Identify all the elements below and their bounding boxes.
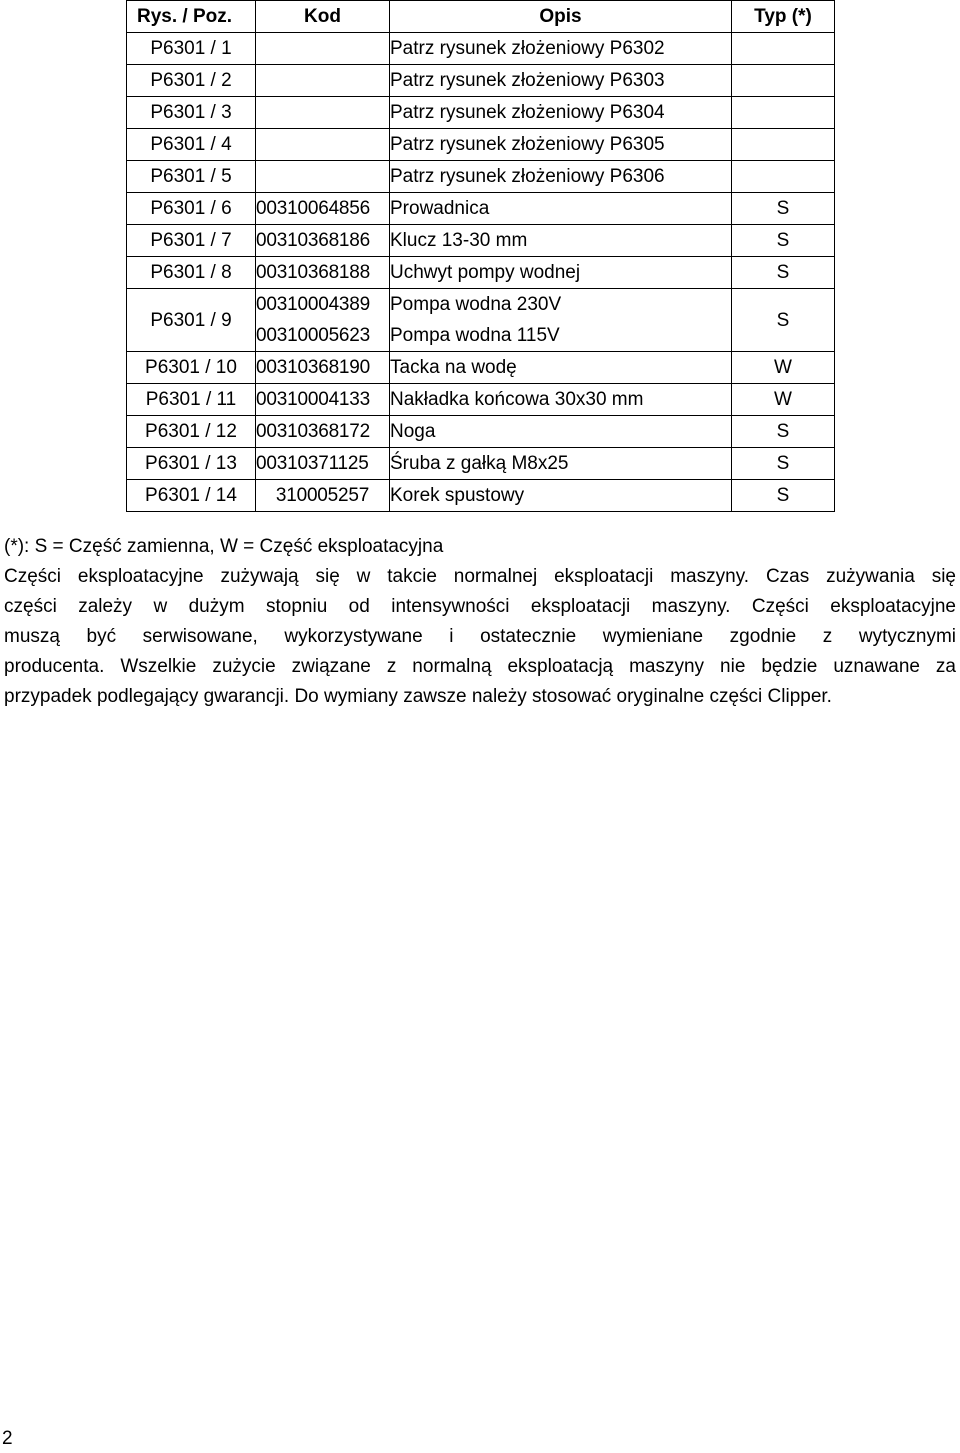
cell-desc: Patrz rysunek złożeniowy P6304: [390, 97, 732, 129]
cell-pos: P6301 / 7: [127, 225, 256, 257]
wear-parts-paragraph-line: części zależy w dużym stopniu od intensywności eksploatacji maszyny. Części eksploatacyjne: [4, 596, 956, 617]
cell-typ: S: [732, 257, 835, 289]
cell-desc: Nakładka końcowa 30x30 mm: [390, 384, 732, 416]
cell-desc: Korek spustowy: [390, 480, 732, 512]
cell-desc: Prowadnica: [390, 193, 732, 225]
cell-typ: [732, 161, 835, 193]
cell-code: 00310371125: [256, 448, 390, 480]
type-legend: (*): S = Część zamienna, W = Część eksploatacyjna: [4, 536, 444, 557]
header-typ: Typ (*): [732, 1, 835, 33]
cell-code: [256, 33, 390, 65]
table-row: [127, 416, 835, 448]
cell-code: 00310004389: [256, 294, 371, 315]
header-desc: Opis: [390, 1, 732, 33]
cell-typ: S: [732, 289, 835, 352]
cell-pos: P6301 / 12: [127, 416, 256, 448]
cell-code: 00310368186: [256, 225, 390, 257]
cell-code: [256, 97, 390, 129]
cell-pos: P6301 / 2: [127, 65, 256, 97]
cell-code: 00310368172: [256, 416, 390, 448]
cell-desc-alt: Pompa wodna 115V: [390, 325, 560, 346]
cell-code-group: [256, 289, 390, 352]
table-row: [127, 257, 835, 289]
cell-desc: Patrz rysunek złożeniowy P6305: [390, 129, 732, 161]
wear-parts-paragraph-line: Części eksploatacyjne zużywają się w takcie normalnej eksploatacji maszyny. Czas zużywania się: [4, 566, 956, 587]
cell-desc: Patrz rysunek złożeniowy P6302: [390, 33, 732, 65]
cell-pos: P6301 / 4: [127, 129, 256, 161]
wear-parts-paragraph-line: przypadek podlegający gwarancji. Do wymiany zawsze należy stosować oryginalne części Clipper.: [4, 686, 832, 707]
table-row: [127, 33, 835, 65]
cell-code: 00310368190: [256, 352, 390, 384]
table-row: [127, 225, 835, 257]
table-row: [127, 480, 835, 512]
table-row: [127, 289, 835, 352]
cell-typ: S: [732, 225, 835, 257]
page-number: 2: [2, 1428, 13, 1449]
cell-typ: [732, 33, 835, 65]
table-row: [127, 384, 835, 416]
cell-code: 00310004133: [256, 384, 390, 416]
cell-typ: [732, 65, 835, 97]
cell-pos: P6301 / 11: [127, 384, 256, 416]
cell-pos: P6301 / 9: [127, 289, 256, 352]
cell-code-alt: 00310005623: [256, 325, 371, 346]
table-header-row: [127, 1, 835, 33]
cell-code: 310005257: [256, 480, 390, 512]
cell-pos: P6301 / 13: [127, 448, 256, 480]
cell-pos: P6301 / 3: [127, 97, 256, 129]
table-row: [127, 129, 835, 161]
cell-desc: Klucz 13-30 mm: [390, 225, 732, 257]
cell-typ: [732, 129, 835, 161]
cell-desc: Śruba z gałką M8x25: [390, 448, 732, 480]
table-row: [127, 161, 835, 193]
cell-pos: P6301 / 1: [127, 33, 256, 65]
cell-desc: Patrz rysunek złożeniowy P6303: [390, 65, 732, 97]
table-row: [127, 193, 835, 225]
cell-pos: P6301 / 10: [127, 352, 256, 384]
cell-desc: Patrz rysunek złożeniowy P6306: [390, 161, 732, 193]
table-row: [127, 65, 835, 97]
cell-typ: S: [732, 416, 835, 448]
header-pos: Rys. / Poz.: [127, 1, 256, 33]
cell-desc-group: [390, 289, 732, 352]
table-row: [127, 448, 835, 480]
cell-pos: P6301 / 6: [127, 193, 256, 225]
wear-parts-paragraph-line: producenta. Wszelkie zużycie związane z normalną eksploatacją maszyny nie będzie uznawane za: [4, 656, 956, 677]
table-row: [127, 97, 835, 129]
cell-typ: W: [732, 384, 835, 416]
cell-code: [256, 65, 390, 97]
cell-typ: S: [732, 193, 835, 225]
cell-desc: Uchwyt pompy wodnej: [390, 257, 732, 289]
cell-typ: W: [732, 352, 835, 384]
cell-code: 00310368188: [256, 257, 390, 289]
cell-desc: Noga: [390, 416, 732, 448]
cell-code: [256, 161, 390, 193]
cell-pos: P6301 / 5: [127, 161, 256, 193]
cell-typ: S: [732, 480, 835, 512]
wear-parts-paragraph-line: muszą być serwisowane, wykorzystywane i ostatecznie wymieniane zgodnie z wytycznymi: [4, 626, 956, 647]
cell-pos: P6301 / 14: [127, 480, 256, 512]
cell-typ: [732, 97, 835, 129]
cell-desc: Pompa wodna 230V: [390, 294, 562, 315]
cell-code: 00310064856: [256, 193, 390, 225]
header-code: Kod: [256, 1, 390, 33]
cell-desc: Tacka na wodę: [390, 352, 732, 384]
parts-table: [126, 0, 835, 512]
cell-code: [256, 129, 390, 161]
cell-pos: P6301 / 8: [127, 257, 256, 289]
cell-typ: S: [732, 448, 835, 480]
table-row: [127, 352, 835, 384]
notes-section: [4, 532, 956, 712]
